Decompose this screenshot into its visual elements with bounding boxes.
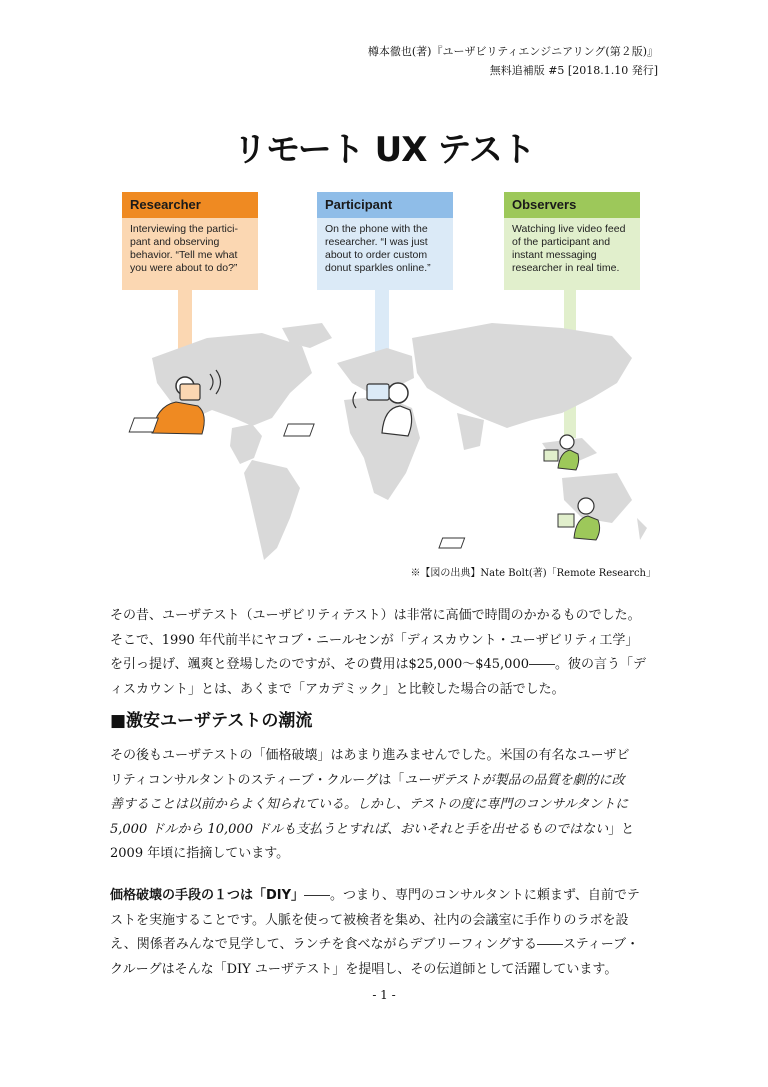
section-heading: ■激安ユーザテストの潮流 <box>110 711 313 731</box>
observers-line: Watching live video feed <box>512 223 626 235</box>
krug-line <box>110 793 662 818</box>
researcher-line: pant and observing <box>130 236 220 248</box>
krug-text: リティコンサルタントのスティーブ・クルーグは「 <box>110 772 405 788</box>
researcher-line: Interviewing the partici- <box>130 223 238 235</box>
participant-line: donut sparkles online.” <box>325 262 431 274</box>
diy-line <box>110 884 662 909</box>
participant-callout-text <box>317 218 453 290</box>
intro-paragraph <box>110 604 662 702</box>
observers-line: researcher in real time. <box>512 262 620 274</box>
observers-callout <box>504 192 640 290</box>
diy-line: え、関係者みんなで見学して、ランチを食べながらデブリーフィングする――スティーブ・ <box>110 937 640 952</box>
diy-paragraph <box>110 884 662 982</box>
observers-callout-text <box>504 218 640 290</box>
page-number: - 1 - <box>372 988 396 1002</box>
diy-emphasis: 価格破壊の手段の１つは「DIY」 <box>110 888 305 903</box>
intro-line: その昔、ユーザテスト（ユーザビリティテスト）は非常に高価で時間のかかるものでした。 <box>110 608 641 623</box>
figure-caption: ※【図の出典】Nate Bolt(著)「Remote Research」 <box>410 568 656 579</box>
observers-line: of the participant and <box>512 236 611 248</box>
researcher-line: behavior. “Tell me what <box>130 249 238 261</box>
krug-line: 2009 年頃に指摘しています。 <box>110 846 290 861</box>
krug-line <box>110 818 662 843</box>
header-edition: 無料追補版 #5 [2018.1.10 発行] <box>489 64 658 77</box>
participant-line: On the phone with the <box>325 223 428 235</box>
krug-quote: 善することは以前からよく知られている。しかし、テストの度に専門のコンサルタントに <box>110 797 629 812</box>
participant-line: about to order custom <box>325 249 428 261</box>
participant-line: researcher. “I was just <box>325 236 428 248</box>
intro-line: そこで、1990 年代前半にヤコブ・ニールセンが「ディスカウント・ユーザビリティ工学」 <box>110 632 639 648</box>
krug-line: その後もユーザテストの「価格破壊」はあまり進みませんでした。米国の有名なユーザビ <box>110 748 630 763</box>
krug-text: 」と <box>608 821 635 837</box>
page-header <box>368 42 658 80</box>
header-book-title: 樽本徹也(著)『ユーザビリティエンジニアリング(第２版)』 <box>367 45 658 58</box>
krug-paragraph <box>110 744 662 867</box>
participant-callout-title: Participant <box>317 192 453 218</box>
intro-line: ィスカウント」とは、あくまで「アカデミック」と比較した場合の話でした。 <box>110 681 565 697</box>
diy-text: ――。つまり、専門のコンサルタントに頼まず、自前でテ <box>304 888 640 903</box>
observers-callout-title: Observers <box>504 192 640 218</box>
krug-quote: ユーザテストが製品の品質を劇的に改 <box>404 772 625 788</box>
observers-line: instant messaging <box>512 249 597 261</box>
krug-quote: 5,000 ドルから 10,000 ドルも支払うとすれば、おいそれと手を出せるものではない <box>110 821 609 837</box>
researcher-callout-text <box>122 218 258 290</box>
diy-line: クルーグはそんな「DIY ユーザテスト」を提唱し、その伝道師として活躍しています。 <box>110 961 618 977</box>
researcher-callout-title: Researcher <box>122 192 258 218</box>
intro-line: を引っ提げ、颯爽と登場したのですが、その費用は$25,000～$45,000――。彼の言う「デ <box>110 657 646 672</box>
remote-research-figure <box>112 188 660 578</box>
researcher-line: you were about to do?” <box>130 262 238 274</box>
page-title: リモート UX テスト <box>233 130 535 170</box>
krug-line <box>110 769 662 794</box>
diy-line: ストを実施することです。人脈を使って被検者を集め、社内の会議室に手作りのラボを設 <box>110 912 629 928</box>
participant-callout <box>317 192 453 290</box>
researcher-callout <box>122 192 258 290</box>
